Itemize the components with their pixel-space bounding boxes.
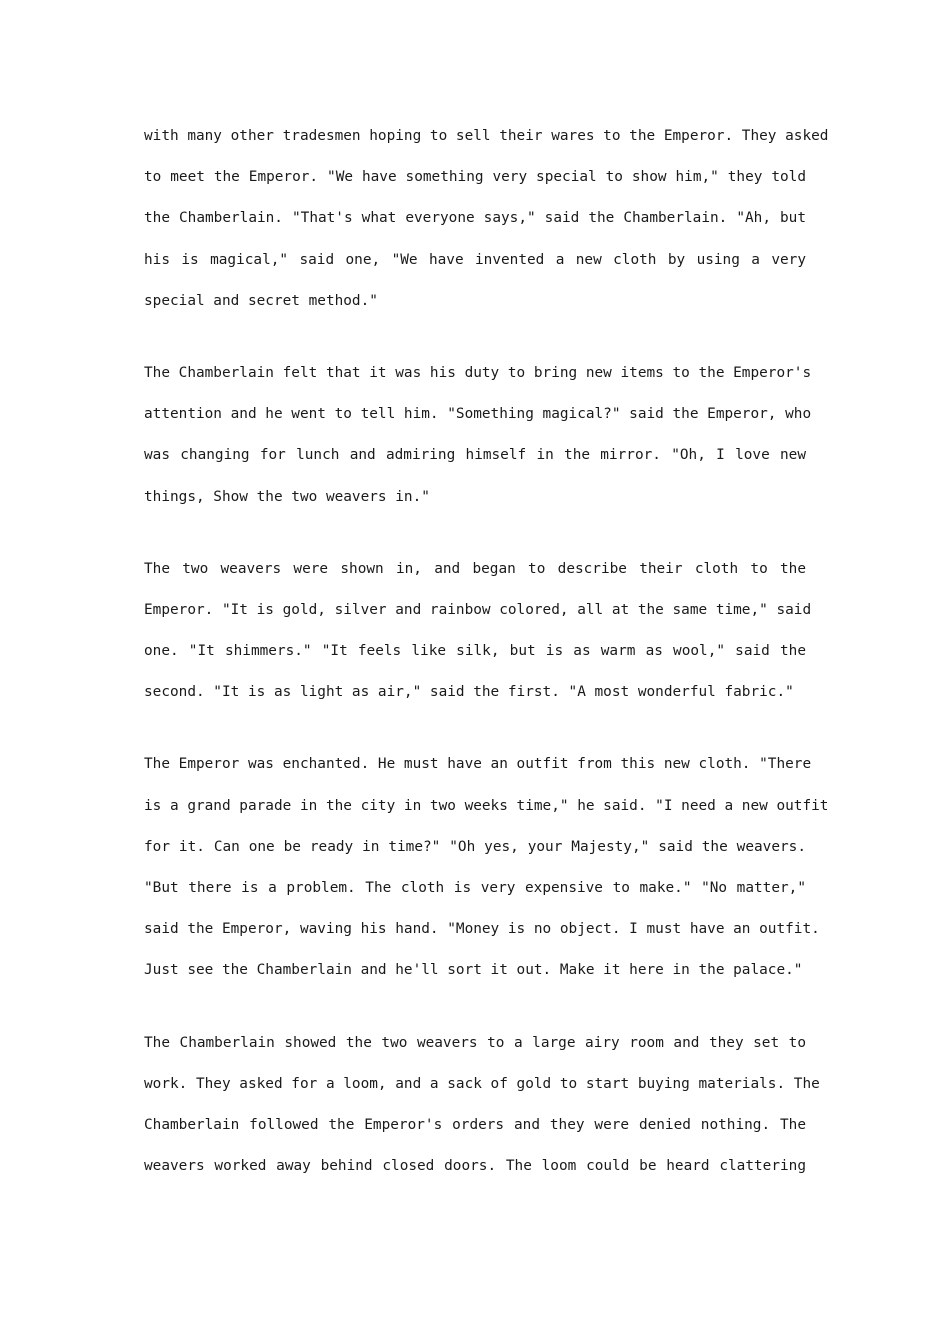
text-line: one. "It shimmers." "It feels like silk, but is as warm as wool," said the bbox=[144, 643, 806, 660]
text-line: is a grand parade in the city in two weeks time," he said. "I need a new outfit bbox=[144, 797, 829, 814]
text-line: special and secret method." bbox=[144, 292, 378, 309]
text-line: with many other tradesmen hoping to sell their wares to the Emperor. They asked bbox=[144, 128, 829, 144]
text-line: attention and he went to tell him. "Something magical?" said the Emperor, who bbox=[144, 406, 812, 423]
story-text bbox=[144, 120, 829, 1222]
paragraph-3 bbox=[144, 553, 812, 718]
text-line: the Chamberlain. "That's what everyone says," said the Chamberlain. "Ah, but bbox=[144, 210, 806, 227]
paragraph-1 bbox=[144, 120, 829, 326]
text-line: work. They asked for a loom, and a sack of gold to start buying materials. The bbox=[144, 1075, 820, 1092]
paragraph-5 bbox=[144, 1027, 820, 1192]
text-line: The Chamberlain felt that it was his duty to bring new items to the Emperor's bbox=[144, 364, 812, 381]
text-line: his is magical," said one, "We have invented a new cloth by using a very bbox=[144, 251, 806, 268]
text-line: "But there is a problem. The cloth is very expensive to make." "No matter," bbox=[144, 880, 806, 896]
text-line: said the Emperor, waving his hand. "Money is no object. I must have an outfit. bbox=[144, 921, 820, 938]
text-line: The Emperor was enchanted. He must have an outfit from this new cloth. "There bbox=[144, 756, 812, 773]
text-line: for it. Can one be ready in time?" "Oh yes, your Majesty," said the weavers. bbox=[144, 838, 806, 855]
text-line: second. "It is as light as air," said the first. "A most wonderful fabric." bbox=[144, 684, 794, 701]
text-line: The Chamberlain showed the two weavers to a large airy room and they set to bbox=[144, 1034, 806, 1051]
paragraph-2 bbox=[144, 357, 812, 522]
text-line: things, Show the two weavers in." bbox=[144, 488, 430, 505]
text-line: Chamberlain followed the Emperor's orders and they were denied nothing. The bbox=[144, 1116, 806, 1133]
text-line: weavers worked away behind closed doors. The loom could be heard clattering bbox=[144, 1158, 806, 1175]
text-line: to meet the Emperor. "We have something very special to show him," they told bbox=[144, 169, 806, 186]
paragraph-4 bbox=[144, 748, 829, 995]
text-line: The two weavers were shown in, and began to describe their cloth to the bbox=[144, 560, 806, 577]
text-line: was changing for lunch and admiring himself in the mirror. "Oh, I love new bbox=[144, 447, 806, 464]
text-line: Just see the Chamberlain and he'll sort it out. Make it here in the palace." bbox=[144, 962, 803, 979]
text-line: Emperor. "It is gold, silver and rainbow colored, all at the same time," said bbox=[144, 601, 812, 618]
